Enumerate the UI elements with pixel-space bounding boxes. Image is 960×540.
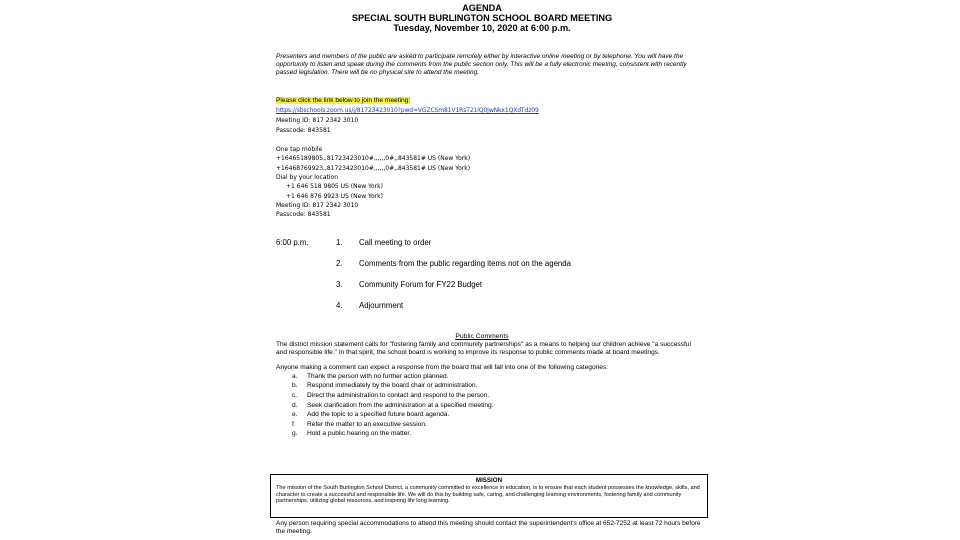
header-meeting-name: SPECIAL SOUTH BURLINGTON SCHOOL BOARD MEETING xyxy=(351,12,613,23)
one-tap-number-2: +16468769923,,81723423010#,,,,,,0#,,843581# US (New York) xyxy=(276,164,471,172)
mission-text: The mission of the South Burlington School District, a community committed to excellence in education, is to ensure that each student possesses the knowledge, skills, and character to create a successful and responsible life. We will do this by building safe, caring, and challenging learning environments, fostering family and community partnerships, utilizing global resources, and inspiring life long learning. xyxy=(276,484,700,505)
agenda-time: 6:00 p.m. xyxy=(276,238,309,247)
public-comments-paragraph-2: Anyone making a comment can expect a response from the board that will fall into one of the following categories: xyxy=(276,363,609,371)
agenda-item-text: Comments from the public regarding items not on the agenda xyxy=(359,259,571,268)
agenda-item-text: Adjournment xyxy=(359,301,404,310)
public-comments-title: Public Comments xyxy=(455,333,509,340)
list-item: b. Respond immediately by the board chair or administration. xyxy=(292,382,478,390)
dial-number-1: +1 646 518 9805 US (New York) xyxy=(286,183,383,191)
mission-box xyxy=(270,474,708,518)
join-prompt: Please click the link below to join the meeting: xyxy=(276,97,411,104)
response-options-list xyxy=(276,373,701,440)
passcode-2: Passcode: 843581 xyxy=(276,211,331,219)
agenda-item-text: Community Forum for FY22 Budget xyxy=(359,280,483,289)
list-item: d. Seek clarification from the administration at a specified meeting. xyxy=(292,401,494,409)
mission-title: MISSION xyxy=(475,477,503,484)
header-title: AGENDA xyxy=(462,3,502,13)
one-tap-number-1: +16465189805,,81723423010#,,,,,,0#,,843581# US (New York) xyxy=(276,155,471,163)
public-comments-section xyxy=(276,341,701,440)
list-item: g. Hold a public hearing on the matter. xyxy=(292,430,412,438)
accommodations-note: Any person requiring special accommodations to attend this meeting should contact the superintendent's office at 652-7252 at least 72 hours before the meeting. xyxy=(276,520,701,535)
list-item: c. Direct the administration to contact and respond to the person. xyxy=(292,391,490,399)
zoom-link[interactable]: https://sbschools.zoom.us/j/81723423010?pwd=VGZCSm81V1RsT21lQ0JwNkx1QXdTdz09 xyxy=(276,107,539,115)
agenda-item-number: 3. xyxy=(336,280,343,289)
list-item: a. Thank the person with no further action planned. xyxy=(292,372,449,380)
dial-label: Dial by your location xyxy=(276,173,339,181)
dial-number-2: +1 646 876 9923 US (New York) xyxy=(286,192,383,200)
agenda-item-number: 4. xyxy=(336,301,343,310)
meeting-id-2: Meeting ID: 817 2342 3010 xyxy=(276,201,359,209)
document-header xyxy=(262,4,702,34)
passcode: Passcode: 843581 xyxy=(276,126,331,134)
list-item: e. Add the topic to a specified future board agenda. xyxy=(292,411,450,419)
meeting-id: Meeting ID: 817 2342 3010 xyxy=(276,117,359,125)
agenda-document xyxy=(262,0,702,540)
intro-paragraph: Presenters and members of the public are asked to participate remotely either by interactive online meeting or by telephone. You will have the opportunity to listen and speak during the comments from the public section only. This will be a fully electronic meeting, consistent with recently passed legislation. There will be no physical site to attend the meeting. xyxy=(276,53,687,76)
one-tap-label: One tap mobile xyxy=(276,146,323,154)
list-item: f. Refer the matter to an executive session. xyxy=(292,420,427,428)
agenda-item-number: 2. xyxy=(336,259,343,268)
public-comments-paragraph-1: The district mission statement calls for "fostering family and community partnerships" as a means to helping our children achieve "a successful and responsible life." In that spirit, the school board is working to improve its response to public comments made at board meetings. xyxy=(276,341,691,356)
agenda-item-number: 1. xyxy=(336,238,343,247)
header-date: Tuesday, November 10, 2020 at 6:00 p.m. xyxy=(393,22,571,33)
agenda-item-text: Call meeting to order xyxy=(359,238,432,247)
join-info xyxy=(276,96,701,219)
